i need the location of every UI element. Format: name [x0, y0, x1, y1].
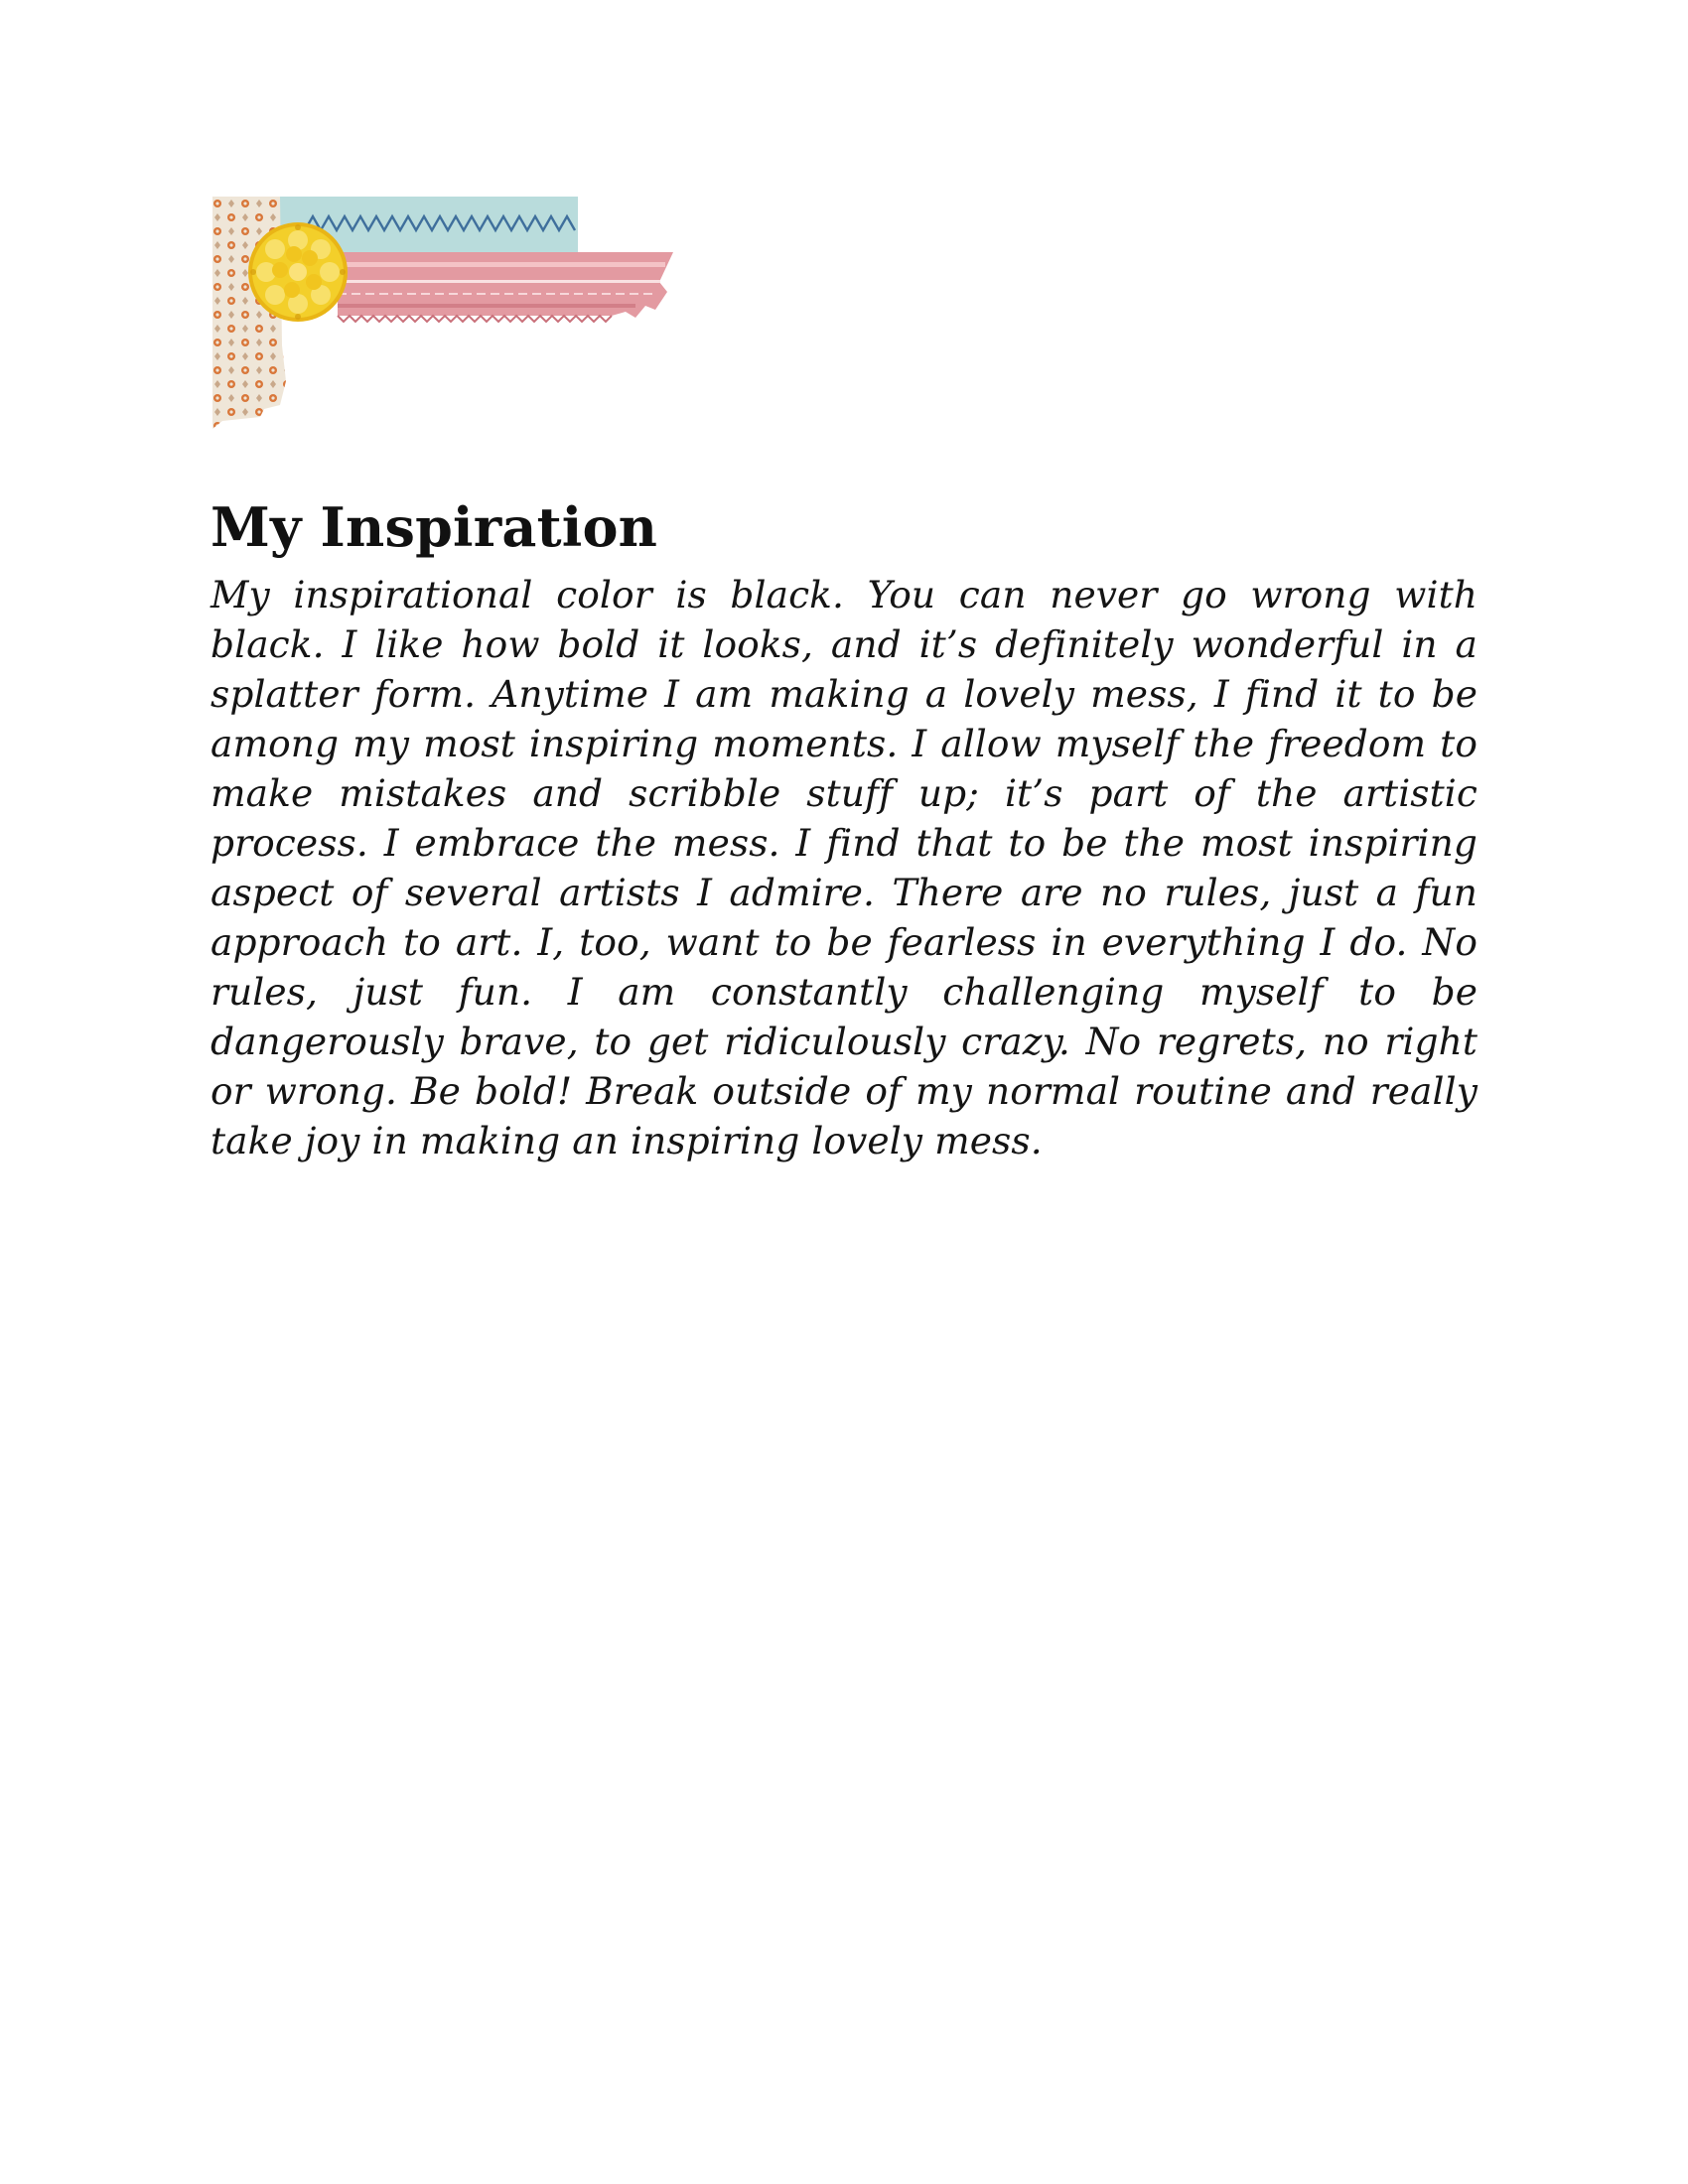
page-title: My Inspiration	[211, 495, 658, 559]
yellow-flower-shape	[248, 222, 348, 322]
washi-tape-flower-corner-icon	[211, 197, 673, 431]
body-paragraph: My inspirational color is black. You can never go wrong with black. I like how bold it looks, and it’s definitely wonderful in a splatter form. Anytime I am making a lovely mess, I find it to be among my most inspiring moments. I allow myself the freedom to make mistakes and scribble stuff up; it’s part of the artistic process. I embrace the mess. I find that to be the most inspiring aspect of several artists I admire. There are no rules, just a fun approach to art. I, too, want to be fearless in everything I do. No rules, just fun. I am constantly challenging myself to be dangerously brave, to get ridiculously crazy. No regrets, no right or wrong. Be bold! Break outside of my normal routine and really take joy in making an inspiring lovely mess.	[211, 572, 1477, 1162]
pink-tape-shape	[338, 252, 673, 318]
document-content	[211, 496, 1477, 1165]
